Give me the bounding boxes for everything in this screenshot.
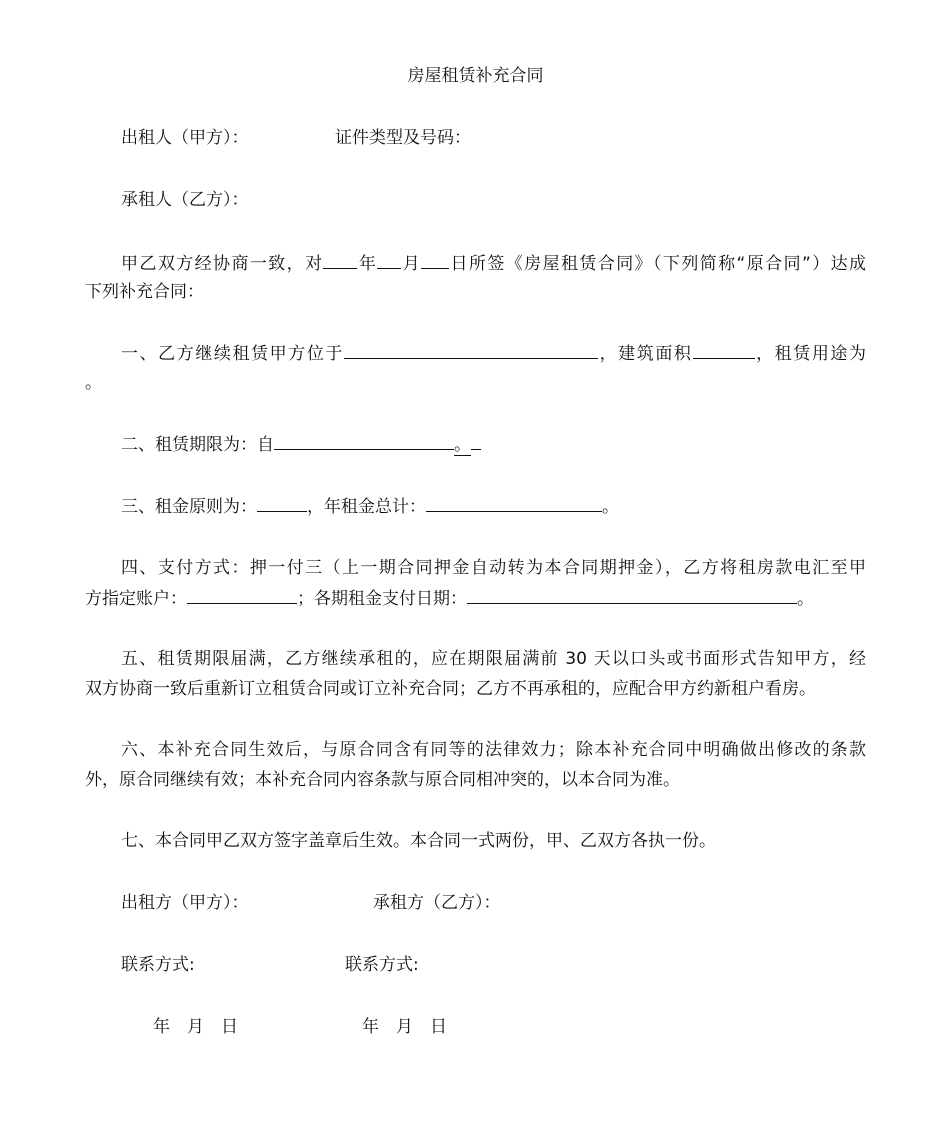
intro-line-2: 下列补充合同：	[85, 282, 204, 302]
clause-2: 二、租赁期限为：自 。	[85, 434, 866, 455]
clause-1-line-1: 一、乙方继续租赁甲方位于 ，建筑面积 ，租赁用途为	[121, 344, 866, 364]
lessee-contact-label: 联系方式:	[345, 955, 419, 975]
page-title: 房屋租赁补充合同	[407, 66, 544, 86]
intro-line-1: 甲乙双方经协商一致，对 年 月 日所签《房屋租赁合同》（下列简称“原合同”）达成	[121, 254, 867, 274]
lessor-contact-label: 联系方式:	[121, 955, 195, 975]
clause-1-line-2: 。	[85, 373, 102, 393]
blank-month	[377, 253, 401, 269]
clause-5-line-2: 双方协商一致后重新订立租赁合同或订立补充合同；乙方不再承租的，应配合甲方约新租户看房。	[85, 679, 816, 699]
blank-term	[274, 434, 454, 450]
blank-year	[323, 253, 357, 269]
blank-location	[344, 343, 598, 359]
blank-area	[693, 343, 755, 359]
lessor-date: 年 月 日	[153, 1017, 238, 1037]
clause-6-line-1: 六、本补充合同生效后，与原合同含有同等的法律效力；除本补充合同中明确做出修改的条款	[121, 740, 866, 760]
blank-annual-rent	[426, 496, 602, 512]
clause-6-line-2: 外，原合同继续有效；本补充合同内容条款与原合同相冲突的，以本合同为准。	[85, 770, 680, 790]
lessee-signature-label: 承租方（乙方）：	[373, 893, 501, 913]
clause-4-line-1: 四、支付方式：押一付三（上一期合同押金自动转为本合同期押金），乙方将租房款电汇至甲	[121, 558, 866, 578]
id-label: 证件类型及号码：	[335, 128, 471, 148]
clause-3: 三、租金原则为： ，年租金总计： 。	[121, 497, 619, 517]
blank-day	[421, 253, 449, 269]
blank-rent-principle	[257, 496, 307, 512]
blank-pay-dates	[467, 588, 797, 604]
lessor-signature-label: 出租方（甲方）：	[121, 893, 249, 913]
blank-account	[187, 588, 297, 604]
lessee-date: 年 月 日	[362, 1017, 447, 1037]
clause-4-line-2: 方指定账户： ；各期租金支付日期： 。	[85, 589, 814, 609]
clause-7: 七、本合同甲乙双方签字盖章后生效。本合同一式两份，甲、乙双方各执一份。	[121, 831, 716, 851]
lessee-label: 承租人（乙方）：	[121, 190, 249, 210]
lessor-label: 出租人（甲方）：	[121, 128, 249, 148]
clause-5-line-1: 五、租赁期限届满，乙方继续承租的，应在期限届满前 30 天以口头或书面形式告知甲方，经	[121, 649, 866, 669]
contract-document	[85, 0, 866, 1129]
